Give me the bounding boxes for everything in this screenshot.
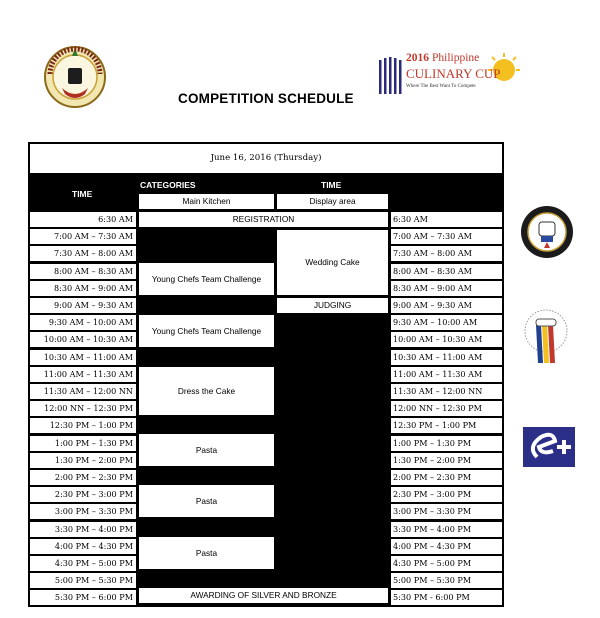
culinary-cup-tagline: Where The Best Want To Compete: [406, 84, 476, 89]
philippines-excellence-seal: [518, 305, 576, 367]
culinary-cup-year: 2016: [406, 52, 429, 64]
page-title: COMPETITION SCHEDULE: [178, 91, 354, 106]
time-header: TIME: [72, 189, 93, 199]
competition-schedule-table: [28, 142, 504, 607]
dress-the-cake-event: Dress the Cake: [139, 367, 274, 415]
time-slot-right: 10:30 AM – 11:00 AM: [391, 350, 502, 365]
time-slot-left: 11:00 AM – 11:30 AM: [30, 367, 136, 382]
display-area-header: Display area: [277, 194, 388, 209]
time-slot-left: 12:00 NN – 12:30 PM: [30, 401, 136, 416]
time-slot-left: 1:30 PM – 2:00 PM: [30, 453, 136, 468]
schedule-date: June 16, 2016 (Thursday): [30, 144, 502, 173]
time-slot-right: 2:30 PM – 3:00 PM: [391, 487, 502, 502]
time-slot-left: 11:30 AM – 12:00 NN: [30, 384, 136, 399]
time-slot-left: 1:00 PM – 1:30 PM: [30, 436, 136, 451]
time-slot-right: 8:00 AM – 8:30 AM: [391, 264, 502, 279]
time-slot-right: 12:30 PM – 1:00 PM: [391, 418, 502, 433]
time-slot-left: 9:30 AM – 10:00 AM: [30, 315, 136, 330]
time-slot-right: 11:00 AM – 11:30 AM: [391, 367, 502, 382]
time-slot-left: 8:30 AM – 9:00 AM: [30, 281, 136, 296]
time-slot-left: 7:00 AM – 7:30 AM: [30, 229, 136, 244]
time-slot-right: 3:30 PM – 4:00 PM: [391, 522, 502, 537]
wedding-cake-event: Wedding Cake: [277, 230, 388, 295]
time-slot-left: 5:00 PM – 5:30 PM: [30, 573, 136, 588]
time-slot-left: 4:30 PM – 5:00 PM: [30, 556, 136, 571]
time-slot-right: 10:00 AM – 10:30 AM: [391, 332, 502, 347]
time-slot-left: 7:30 AM – 8:00 AM: [30, 246, 136, 261]
time-slot-right: 4:30 PM – 5:00 PM: [391, 556, 502, 571]
time-slot-right: 9:30 AM – 10:00 AM: [391, 315, 502, 330]
time-slot-left: 3:00 PM – 3:30 PM: [30, 504, 136, 519]
pasta-event-1: Pasta: [139, 434, 274, 466]
time-header-right: TIME: [321, 180, 342, 190]
culinary-cup-line2: CULINARY CUP: [406, 66, 501, 81]
time-slot-right: 7:00 AM – 7:30 AM: [391, 229, 502, 244]
time-slot-left: 8:00 AM – 8:30 AM: [30, 264, 136, 279]
registration-event: REGISTRATION: [139, 212, 388, 227]
time-slot-right: 9:00 AM – 9:30 AM: [391, 298, 502, 313]
categories-header: CATEGORIES: [140, 180, 196, 190]
time-slot-right: 4:00 PM – 4:30 PM: [391, 539, 502, 554]
time-slot-right: 7:30 AM – 8:00 AM: [391, 246, 502, 261]
young-chefs-event-1: Young Chefs Team Challenge: [139, 263, 274, 295]
time-slot-left: 3:30 PM – 4:00 PM: [30, 522, 136, 537]
davao-culinary-cup-logo: [40, 44, 110, 110]
time-slot-left: 6:30 AM: [30, 212, 136, 227]
time-slot-left: 2:30 PM – 3:00 PM: [30, 487, 136, 502]
time-slot-right: 1:00 PM – 1:30 PM: [391, 436, 502, 451]
chefs-association-seal: [519, 204, 575, 260]
time-slot-left: 5:30 PM – 6:00 PM: [30, 590, 136, 605]
time-slot-right: 2:00 PM – 2:30 PM: [391, 470, 502, 485]
pasta-event-2: Pasta: [139, 485, 274, 517]
pasta-event-3: Pasta: [139, 537, 274, 569]
main-kitchen-header: Main Kitchen: [139, 194, 274, 209]
time-slot-right: 8:30 AM – 9:00 AM: [391, 281, 502, 296]
time-slot-right: 5:00 PM – 5:30 PM: [391, 573, 502, 588]
time-slot-left: 4:00 PM – 4:30 PM: [30, 539, 136, 554]
judging-event: JUDGING: [277, 298, 388, 313]
time-slot-right: 1:30 PM – 2:00 PM: [391, 453, 502, 468]
e-logo: [523, 427, 575, 467]
time-slot-right: 11:30 AM – 12:00 NN: [391, 384, 502, 399]
time-slot-right: 12:00 NN – 12:30 PM: [391, 401, 502, 416]
time-slot-right: 6:30 AM: [391, 212, 502, 227]
young-chefs-event-2: Young Chefs Team Challenge: [139, 315, 274, 347]
time-slot-left: 2:00 PM – 2:30 PM: [30, 470, 136, 485]
time-slot-right: 3:00 PM – 3:30 PM: [391, 504, 502, 519]
time-slot-left: 12:30 PM – 1:00 PM: [30, 418, 136, 433]
culinary-cup-line1: Philippine: [432, 52, 480, 64]
awarding-event: AWARDING OF SILVER AND BRONZE: [139, 588, 388, 603]
time-slot-right: 5:30 PM - 6:00 PM: [391, 590, 502, 605]
time-slot-left: 9:00 AM – 9:30 AM: [30, 298, 136, 313]
time-slot-left: 10:30 AM – 11:00 AM: [30, 350, 136, 365]
time-slot-left: 10:00 AM – 10:30 AM: [30, 332, 136, 347]
